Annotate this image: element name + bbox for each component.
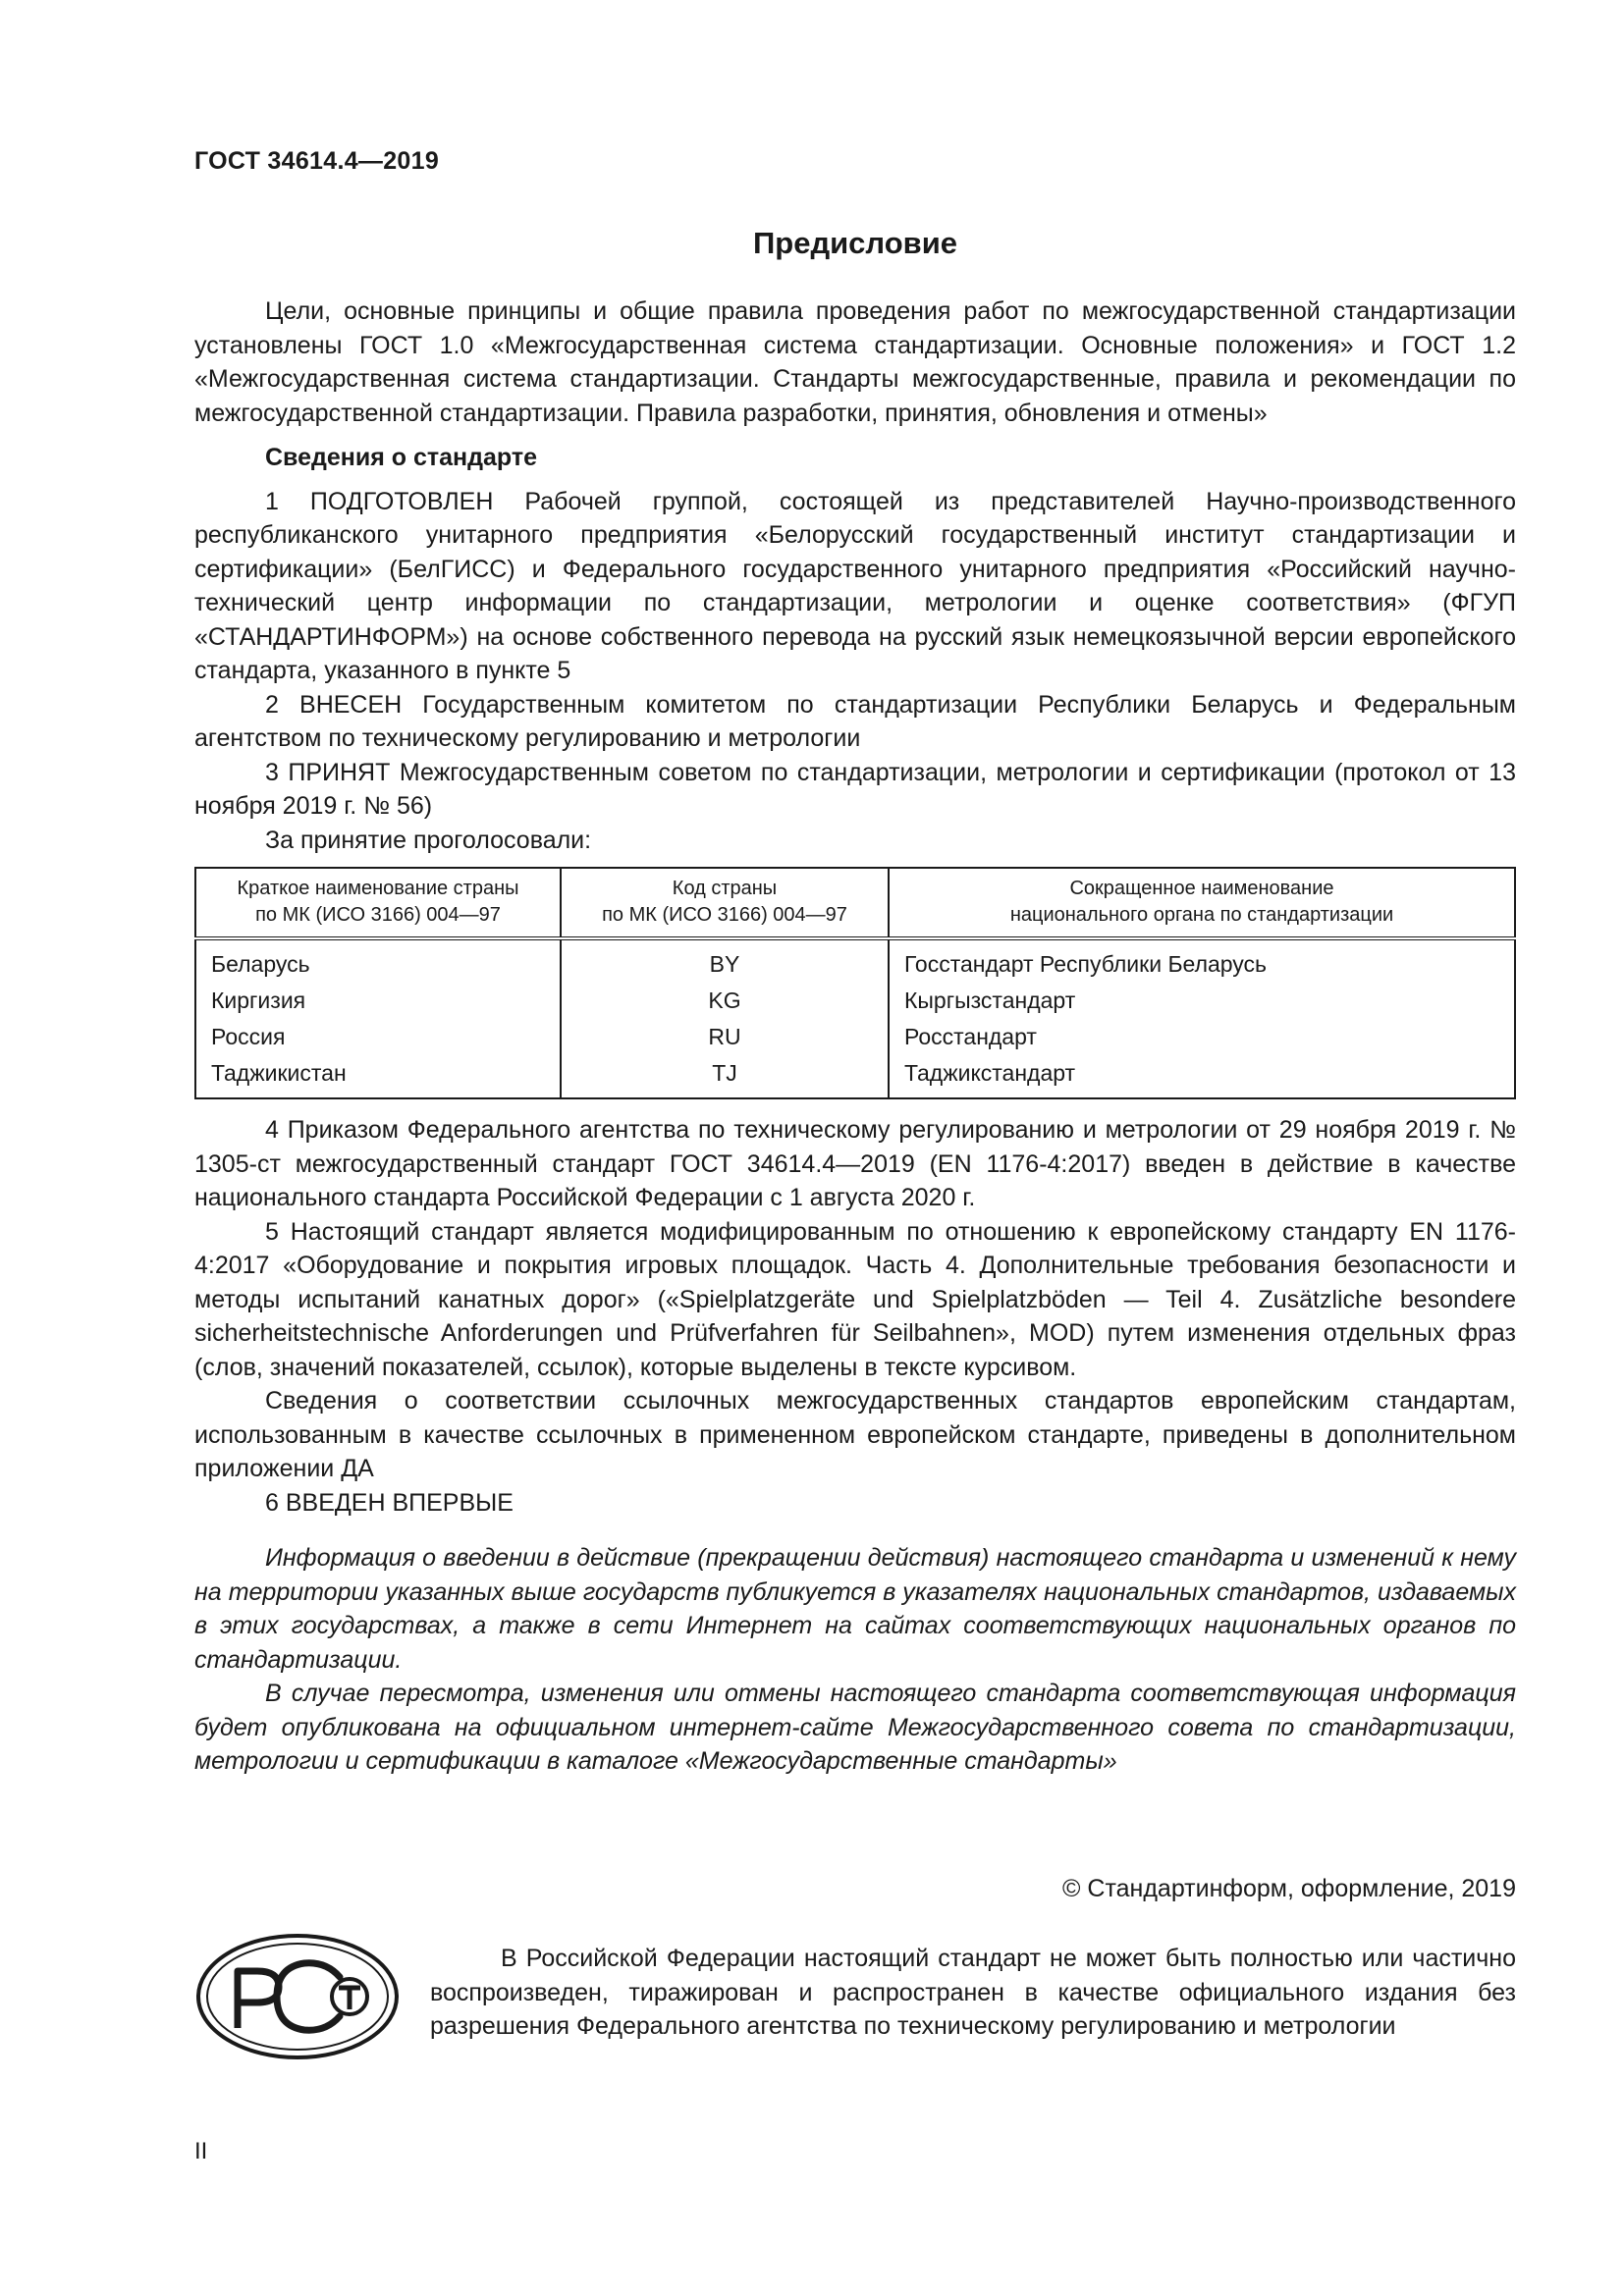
item-5-paragraph: 5 Настоящий стандарт является модифицированным по отношению к европейскому стандарту EN 1176-4:2017 «Оборудование и покрытия игровых площадок. Часть 4. Дополнительные требования безопасности и методы испытаний канатных дорог» («Spielplatzgeräte und Spielplatzböden — Teil 4. Zusätzliche besondere sicherheitstechnische Anforderungen und Prüfverfahren für Seilbahnen», MOD) путем изменения отдельных фраз (слов, значений показателей, ссылок), которые выделены в тексте курсивом. bbox=[194, 1217, 1516, 1381]
preface-body bbox=[194, 294, 1516, 1779]
intro-paragraph: Цели, основные принципы и общие правила проведения работ по межгосударственной стандартизации установлены ГОСТ 1.0 «Межгосударственная система стандартизации. Основные положения» и ГОСТ 1.2 «Межгосударственная система стандартизации. Стандарты межгосударственные, правила и рекомендации по межгосударственной стандартизации. Правила разработки, принятия, обновления и отмены» bbox=[194, 297, 1516, 427]
header-body bbox=[889, 868, 1515, 938]
cell-body: Госстандарт Республики Беларусь bbox=[904, 951, 1268, 977]
cell-code: TJ bbox=[561, 1055, 889, 1098]
header-code-line-2: по МК (ИСО 3166) 004—97 bbox=[602, 904, 847, 926]
item-2-paragraph: 2 ВНЕСЕН Государственным комитетом по стандартизации Республики Беларусь и Федеральным агентством по техническому регулированию и метрологии bbox=[194, 690, 1516, 752]
italic-note-2: В случае пересмотра, изменения или отмены настоящего стандарта соответствующая информация будет опубликована на официальном интернет-сайте Межгосударственного совета по стандартизации, метрологии и сертификации в каталоге «Межгосударственные стандарты» bbox=[194, 1680, 1516, 1775]
table-row bbox=[195, 938, 1515, 983]
item-3-paragraph: 3 ПРИНЯТ Межгосударственным советом по стандартизации, метрологии и сертификации (протокол от 13 ноября 2019 г. № 56) bbox=[194, 758, 1516, 820]
italic-note-1: Информация о введении в действие (прекращении действия) настоящего стандарта и изменений к нему на территории указанных выше государств публикуется в указателях национальных стандартов, издаваемых в этих государствах, а также в сети Интернет на сайтах соответствующих национальных органов по стандартизации. bbox=[194, 1544, 1516, 1674]
item-4-paragraph: 4 Приказом Федерального агентства по техническому регулированию и метрологии от 29 ноября 2019 г. № 1305-ст межгосударственный стандарт ГОСТ 34614.4—2019 (EN 1176-4:2017) введен в действие в качестве национального стандарта Российской Федерации с 1 августа 2020 г. bbox=[194, 1116, 1516, 1211]
document-page bbox=[194, 0, 1516, 2296]
table-row bbox=[195, 983, 1515, 1019]
cell-country: Киргизия bbox=[195, 983, 561, 1019]
cell-country: Россия bbox=[195, 1019, 561, 1055]
header-country-line-1: Краткое наименование страны bbox=[237, 878, 519, 899]
table-header-row bbox=[195, 868, 1515, 938]
copyright-line: © Стандартинформ, оформление, 2019 bbox=[1062, 1875, 1516, 1902]
rst-certification-mark-icon bbox=[194, 1932, 401, 2061]
item-1-paragraph: 1 ПОДГОТОВЛЕН Рабочей группой, состоящей из представителей Научно-производственного республиканского унитарного предприятия «Белорусский государственный институт стандартизации и сертификации» (БелГИСС) и Федерального государственного унитарного предприятия «Российский научно-технический центр информации по стандартизации, метрологии и оценке соответствия» (ФГУП «СТАНДАРТИНФОРМ») на основе собственного перевода на русский язык немецкоязычной версии европейского стандарта, указанного в пункте 5 bbox=[194, 487, 1516, 684]
header-body-line-2: национального органа по стандартизации bbox=[1009, 904, 1394, 926]
item-5-references-paragraph: Сведения о соответствии ссылочных межгосударственных стандартов европейским стандартам, использованным в качестве ссылочных в примененном европейском стандарте, приведены в дополнительном приложении ДА bbox=[194, 1387, 1516, 1482]
voted-label: За принятие проголосовали: bbox=[265, 826, 592, 854]
cell-code: BY bbox=[561, 938, 889, 983]
votes-table bbox=[194, 867, 1516, 1099]
italic-notes bbox=[194, 1541, 1516, 1779]
item-6-paragraph: 6 ВВЕДЕН ВПЕРВЫЕ bbox=[265, 1488, 514, 1517]
table-row bbox=[195, 1055, 1515, 1098]
cell-country: Таджикистан bbox=[195, 1055, 561, 1098]
cell-code: RU bbox=[561, 1019, 889, 1055]
header-body-line-1: Сокращенное наименование bbox=[1069, 878, 1334, 899]
document-code: ГОСТ 34614.4—2019 bbox=[194, 147, 440, 175]
standard-info-heading: Сведения о стандарте bbox=[265, 444, 538, 471]
header-country bbox=[195, 868, 561, 938]
cell-code: KG bbox=[561, 983, 889, 1019]
reproduction-notice: В Российской Федерации настоящий стандарт не может быть полностью или частично воспроизведен, тиражирован и распространен в качестве официального издания без разрешения Федерального агентства по техническому регулированию и метрологии bbox=[430, 1945, 1516, 2040]
cell-body: Таджикстандарт bbox=[904, 1060, 1076, 1086]
cell-country: Беларусь bbox=[195, 938, 561, 983]
cell-body: Росстандарт bbox=[904, 1024, 1037, 1049]
table-row bbox=[195, 1019, 1515, 1055]
header-country-line-2: по МК (ИСО 3166) 004—97 bbox=[255, 904, 501, 926]
page-title: Предисловие bbox=[752, 226, 957, 260]
page-number: II bbox=[194, 2138, 208, 2164]
header-code bbox=[561, 868, 889, 938]
votes-table-wrapper bbox=[194, 867, 1516, 1099]
cell-body: Кыргызстандарт bbox=[904, 988, 1076, 1013]
header-code-line-1: Код страны bbox=[672, 878, 778, 899]
